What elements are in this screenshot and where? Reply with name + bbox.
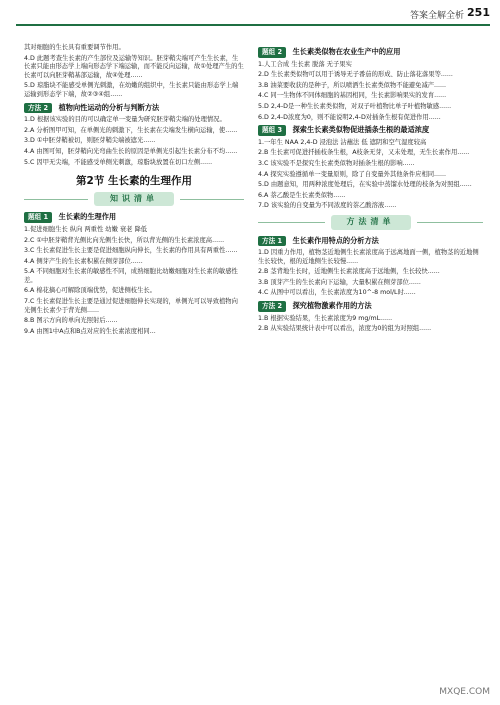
topic-title: 生长素类似物在农业生产中的应用 bbox=[292, 47, 401, 56]
paragraph: 4.A 探究实验遵循单一变量原则，除了自变量外其他条件应相同...... bbox=[258, 170, 447, 178]
method-bar bbox=[258, 215, 483, 230]
paragraph: 6.A 棉花摘心可解除顶端优势，促进侧枝生长。 bbox=[24, 287, 156, 295]
left-column bbox=[24, 44, 244, 338]
paragraph: 1.人工合成 生长素 脱落 无子果实 bbox=[258, 60, 352, 68]
page-number: 251 bbox=[467, 6, 490, 19]
method-heading bbox=[258, 301, 483, 312]
paragraph: 2.B 茎背地生长时，近地侧生长素浓度高于远地侧，生长较快...... bbox=[258, 268, 440, 276]
divider bbox=[417, 222, 484, 223]
paragraph: 2.A 分析图甲可知，在单侧光的刺激下，生长素在尖端发生横向运输，使...... bbox=[24, 126, 238, 134]
divider bbox=[24, 199, 88, 200]
method-title: 植物向性运动的分析与判断方法 bbox=[58, 102, 160, 112]
topic-title: 探索生长素类似物促进插条生根的最适浓度 bbox=[292, 125, 430, 135]
paragraph: 1.促进细胞生长 纵向 两重性 幼嫩 衰老 降低 bbox=[24, 225, 148, 233]
knowledge-tag: 知识清单 bbox=[94, 192, 174, 207]
topic-label: 题组 3 bbox=[258, 125, 286, 136]
paragraph: 3.B 顶芽产生的生长素向下运输，大量积累在侧芽部位...... bbox=[258, 278, 421, 286]
paragraph: 8.B 图示方向的单向光照射后...... bbox=[24, 317, 118, 325]
paragraph: 3.D ①中胚芽鞘被切，则胚芽鞘尖端被遮光...... bbox=[24, 137, 156, 145]
method-label: 方法 2 bbox=[24, 103, 52, 114]
paragraph: 2.D 生长素类似物可以用于诱导无子番茄的形成、防止落花落果等...... bbox=[258, 71, 453, 79]
paragraph: 4.A 由图可知，胚芽鞘向光弯曲生长的原因是单侧光引起生长素分布不均...... bbox=[24, 147, 238, 155]
paragraph: 1.D 因重力作用，植物茎近地侧生长素浓度高于远离地面一侧，植物茎的近地侧生长较快，根的近地侧生长较慢...... bbox=[258, 249, 479, 265]
method-title: 生长素作用特点的分析方法 bbox=[292, 235, 379, 245]
paragraph: 6.D 2,4-D浓度为0，则不能说明2,4-D对插条生根有促进作用...... bbox=[258, 113, 441, 121]
method-heading bbox=[24, 103, 244, 114]
paragraph: 1.B 根据实验结果，生长素浓度为9 mg/mL...... bbox=[258, 314, 393, 322]
paragraph: 5.C 因甲无尖端，不能感受单侧光刺激，琼脂块放置在切口左侧...... bbox=[24, 158, 213, 166]
paragraph: 3.C 生长素促进生长主要是促进细胞纵向伸长，生长素的作用具有两重性...... bbox=[24, 247, 238, 255]
method-tag: 方法清单 bbox=[331, 215, 411, 230]
topic-label: 题组 2 bbox=[258, 47, 286, 58]
paragraph: 6.A 萘乙酸是生长素类似物...... bbox=[258, 191, 346, 199]
topic-label: 题组 1 bbox=[24, 212, 52, 223]
knowledge-bar bbox=[24, 192, 244, 207]
divider bbox=[180, 199, 244, 200]
paragraph: 5.D 琼脂块不能感受单侧光刺激，在幼嫩的组织中，生长素只能由形态学上端运输到形态学下端，故②③④组...... bbox=[24, 82, 239, 98]
topic-heading bbox=[258, 47, 483, 58]
paragraph: 2.B 生长素可促进扦插枝条生根，A枝条无芽，又未处理，无生长素作用...... bbox=[258, 149, 470, 157]
watermark: MXQE.COM bbox=[439, 687, 490, 697]
topic-heading bbox=[24, 212, 244, 223]
paragraph: 4.A 侧芽产生的生长素积累在侧芽部位...... bbox=[24, 257, 143, 265]
paragraph: 5.D 2,4-D是一种生长素类似物，对双子叶植物比单子叶植物敏感...... bbox=[258, 102, 452, 110]
right-column bbox=[258, 44, 483, 336]
paragraph: 4.C 同一生物体不同体细胞的基因相同，生长素影响果实的发育...... bbox=[258, 92, 447, 100]
method-label: 方法 2 bbox=[258, 301, 286, 312]
paragraph: 2.C ①中胚芽鞘背光侧比向光侧生长快，所以背光侧的生长素浓度高...... bbox=[24, 236, 225, 244]
paragraph: 5.A 不同细胞对生长素的敏感性不同，成熟细胞比幼嫩细胞对生长素的敏感性差。 bbox=[24, 268, 238, 284]
method-label: 方法 1 bbox=[258, 236, 286, 247]
method-title: 探究植物激素作用的方法 bbox=[292, 301, 372, 311]
paragraph: 3.C 该实验不是探究生长素类似物对插条生根的影响...... bbox=[258, 159, 415, 167]
paragraph: 9.A 由图1中A点和B点对应的生长素浓度相同... bbox=[24, 327, 156, 335]
header-title: 答案全解全析 bbox=[409, 11, 464, 21]
paragraph: 1.D 根据该实验的目的可以确定单一变量为研究胚芽鞘尖端的处理情况。 bbox=[24, 116, 226, 124]
paragraph: 3.B 油菜要收获的是种子，所以喷洒生长素类似物不能避免减产...... bbox=[258, 81, 447, 89]
topic-title: 生长素的生理作用 bbox=[58, 212, 117, 222]
section-title: 第2节 生长素的生理作用 bbox=[76, 175, 192, 188]
page-header bbox=[0, 0, 500, 40]
paragraph: 1.一年生 NAA 2,4-D 浸泡法 沾蘸法 低 遮阴和空气湿度较高 bbox=[258, 138, 427, 146]
paragraph: 7.D 该实验的自变量为不同浓度的萘乙酸溶液...... bbox=[258, 202, 397, 210]
header-rule bbox=[16, 24, 490, 26]
divider bbox=[258, 222, 325, 223]
paragraph: 5.D 由题意知，用两种浓度处理后，在实验中蒸馏水处理的枝条为对照组...... bbox=[258, 181, 472, 189]
paragraph: 4.D 此题考查生长素的产生部位及运输等知识。胚芽鞘尖端可产生生长素，生长素只能由形态学上端向形态学下端运输，而不能反向运输，故①处理产生的生长素可以向胚芽鞘基部运输，故④处理...... bbox=[24, 54, 244, 79]
topic-heading bbox=[258, 125, 483, 136]
paragraph: 其对细胞的生长具有重要调节作用。 bbox=[24, 44, 125, 51]
paragraph: 2.B 从实验结果统计表中可以看出，浓度为0的组为对照组...... bbox=[258, 325, 432, 333]
method-heading bbox=[258, 236, 483, 247]
paragraph: 7.C 生长素促进生长主要是通过促进细胞伸长实现的，单侧光可以导致植物向光侧生长素少于背光侧...... bbox=[24, 298, 238, 314]
paragraph: 4.C 从图中可以看出，生长素浓度为10^-8 mol/L时...... bbox=[258, 289, 416, 297]
